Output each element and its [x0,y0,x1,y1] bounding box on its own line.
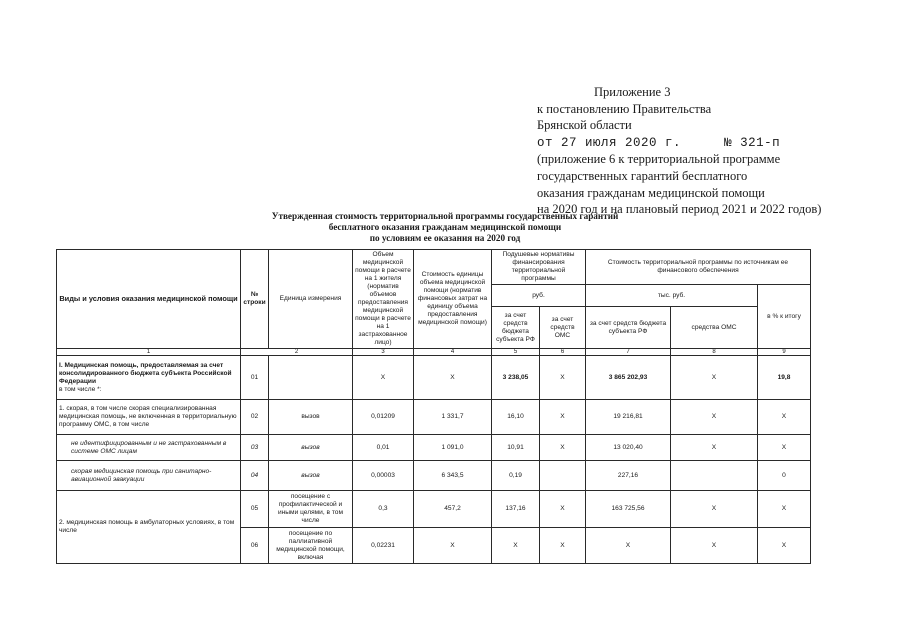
row-budget-rub: 10,91 [492,435,540,461]
row-share: 19,8 [758,356,811,400]
header-cost-oms: средства ОМС [671,307,758,349]
col-number: 5 [492,349,540,356]
column-number-row [57,349,811,356]
row-oms-total: Х [671,400,758,435]
header-cost-budget: за счет средств бюджета субъекта РФ [586,307,671,349]
appendix-line-8: на 2020 год и на плановый период 2021 и 2022 годов) [537,202,822,217]
header-total-cost: Стоимость территориальной программы по источникам ее финансового обеспечения [586,250,811,285]
appendix-line-1: Приложение 3 [594,85,671,99]
row-oms-total: Х [671,528,758,564]
row-no: 01 [241,356,269,400]
row-name-extra: в том числе *: [59,385,102,393]
row-share: Х [758,435,811,461]
title-line-3: по условиям ее оказания на 2020 год [369,233,521,243]
row-name: 2. медицинская помощь в амбулаторных условиях, в том числе [57,491,241,564]
row-no: 03 [241,435,269,461]
row-share: Х [758,491,811,528]
row-no: 06 [241,528,269,564]
col-number: 8 [671,349,758,356]
header-row-no: № строки [241,250,269,349]
row-volume: 0,01209 [353,400,414,435]
row-budget-rub: 16,10 [492,400,540,435]
row-share: Х [758,528,811,564]
title-line-1: Утвержденная стоимость территориальной программы государственных гарантий [271,211,619,221]
header-types: Виды и условия оказания медицинской помощи [57,250,241,349]
row-budget-rub: 0,19 [492,461,540,491]
row-budget-total: 3 865 202,93 [586,356,671,400]
row-no: 04 [241,461,269,491]
row-name [57,356,241,400]
row-volume: 0,01 [353,435,414,461]
row-volume: Х [353,356,414,400]
table-row [57,435,811,461]
row-oms-rub: Х [540,400,586,435]
row-name: скорая медицинская помощь при санитарно-авиационной эвакуации [57,461,241,491]
table-row [57,356,811,400]
row-cost: Х [414,356,492,400]
appendix-number: № 321-п [724,135,781,150]
row-budget-rub: 137,16 [492,491,540,528]
row-unit: посещение по паллиативной медицинской помощи, включая [269,528,353,564]
col-number: 2 [241,349,353,356]
appendix-line-6: государственных гарантий бесплатного [537,168,748,183]
row-budget-rub: Х [492,528,540,564]
row-no: 05 [241,491,269,528]
row-budget-total: 227,16 [586,461,671,491]
row-cost: Х [414,528,492,564]
row-oms-total: Х [671,356,758,400]
row-budget-total: 13 020,40 [586,435,671,461]
col-number: 6 [540,349,586,356]
header-per-capita-oms: за счет средств ОМС [540,307,586,349]
appendix-line-2: к постановлению Правительства [537,101,712,116]
header-per-capita: Подушевые нормативы финансирования территориальной программы [492,250,586,285]
row-cost: 1 091,0 [414,435,492,461]
row-budget-total: 163 725,56 [586,491,671,528]
col-number: 1 [57,349,241,356]
appendix-line-5: (приложение 6 к территориальной программе [537,152,781,167]
row-budget-rub: 3 238,05 [492,356,540,400]
appendix-line-3: Брянской области [537,118,632,133]
table-row [57,461,811,491]
title-line-2: бесплатного оказания гражданам медицинской помощи [328,222,562,232]
row-share: 0 [758,461,811,491]
row-unit: вызов [269,461,353,491]
row-oms-total [671,461,758,491]
row-unit: посещение с профилактической и иными целями, в том числе [269,491,353,528]
table-row [57,491,811,528]
row-volume: 0,00003 [353,461,414,491]
row-name: 1. скорая, в том числе скорая специализированная медицинская помощь, не включенная в территориальную программу ОМС, в том числе [57,400,241,435]
appendix-line-7: оказания гражданам медицинской помощи [537,185,765,200]
header-unit-cost: Стоимость единицы объема медицинской помощи (норматив финансовых затрат на единицу объема предоставления медицинской помощи) [414,250,492,349]
appendix-date: от 27 июля 2020 г. [537,135,682,150]
row-name-text: I. Медицинская помощь, предоставляемая за счет консолидированного бюджета субъекта Российской Федерации [59,361,232,385]
cost-table [56,249,811,564]
header-rub: руб. [492,285,586,307]
row-cost: 6 343,5 [414,461,492,491]
appendix-block [537,84,877,218]
appendix-date-row [537,134,877,152]
col-number: 9 [758,349,811,356]
header-share: в % к итогу [758,285,811,349]
header-thousand-rub: тыс. руб. [586,285,758,307]
col-number: 7 [586,349,671,356]
header-volume: Объем медицинской помощи в расчете на 1 жителя (норматив объемов предоставления медицинской помощи в расчете на 1 застрахованное лицо) [353,250,414,349]
row-volume: 0,3 [353,491,414,528]
row-unit: вызов [269,400,353,435]
row-volume: 0,02231 [353,528,414,564]
row-oms-rub: Х [540,435,586,461]
col-number: 3 [353,349,414,356]
header-unit: Единица измерения [269,250,353,349]
row-oms-total: Х [671,491,758,528]
row-no: 02 [241,400,269,435]
row-budget-total: 19 216,81 [586,400,671,435]
row-share: Х [758,400,811,435]
header-per-capita-budget: за счет средств бюджета субъекта РФ [492,307,540,349]
row-cost: 457,2 [414,491,492,528]
row-oms-rub: Х [540,491,586,528]
row-name: не идентифицированным и не застрахованным в системе ОМС лицам [57,435,241,461]
row-oms-rub: Х [540,356,586,400]
row-budget-total: Х [586,528,671,564]
row-oms-total: Х [671,435,758,461]
row-oms-rub: Х [540,528,586,564]
col-number: 4 [414,349,492,356]
table-row [57,400,811,435]
document-title [220,211,670,244]
row-cost: 1 331,7 [414,400,492,435]
row-unit [269,356,353,400]
row-oms-rub [540,461,586,491]
row-unit: вызов [269,435,353,461]
